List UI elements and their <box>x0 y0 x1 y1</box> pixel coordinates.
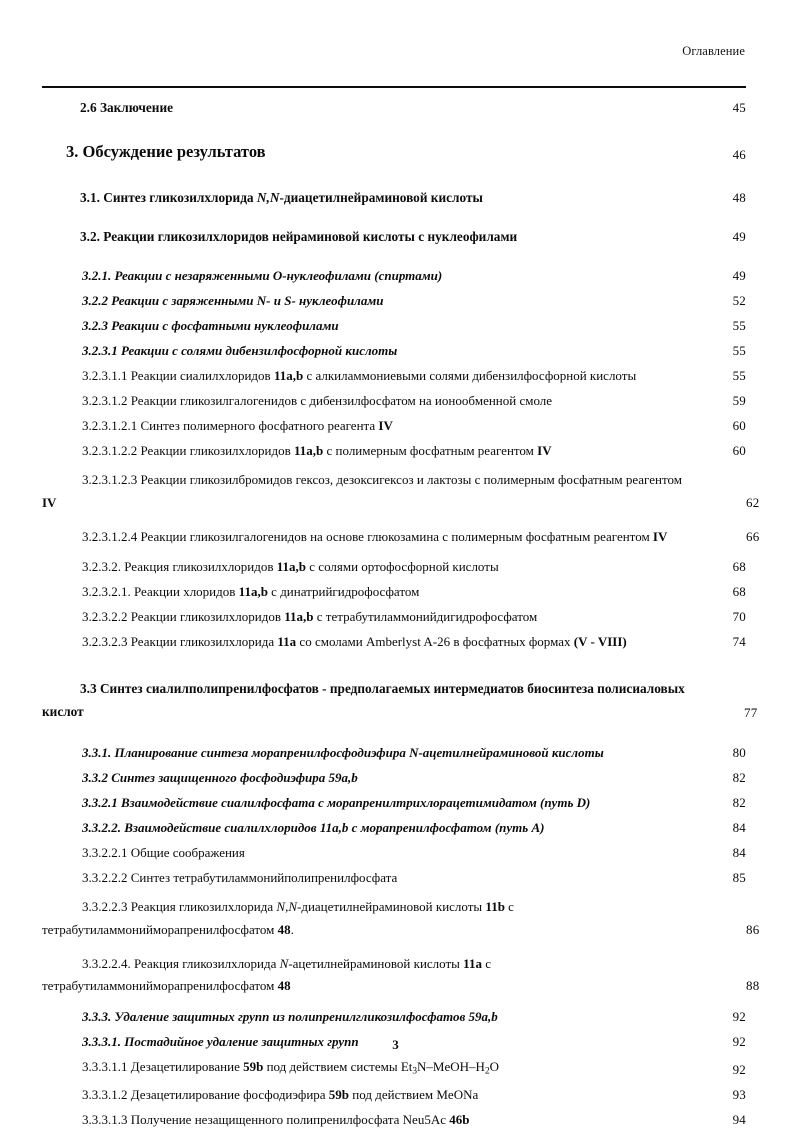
toc-entry-label <box>42 469 692 514</box>
toc-entry-3-3[interactable] <box>42 678 758 724</box>
toc-entry-page: 74 <box>732 634 746 650</box>
toc-text-a: 3.3.3.1.2 Дезацетилирование фосфодиэфира <box>82 1087 329 1103</box>
toc-entry-label: 3.3.1. Планирование синтеза морапренилфосфодиэфира N-ацетилнейраминовой кислоты <box>82 745 604 761</box>
toc-text-b: -ацетилнейраминовой кислоты <box>288 955 464 971</box>
toc-entry-label <box>82 610 692 623</box>
toc-text-a: 3.3.3.1.1 Дезацетилирование <box>82 1058 244 1074</box>
toc-text-c: N–MeOH–H <box>417 1058 485 1074</box>
toc-entry-3[interactable] <box>42 144 746 161</box>
toc-entry-label <box>42 526 692 548</box>
toc-text-a: 3.2.3.2.2 Реакции гликозилхлоридов <box>82 609 285 625</box>
toc-text-bold: 46b <box>449 1112 470 1128</box>
toc-entry-page: 52 <box>732 293 746 309</box>
header-rule <box>42 86 746 88</box>
toc-text-a: 3.2.3.2.3 Реакции гликозилхлорида <box>82 634 278 650</box>
toc-entry-page: 84 <box>732 845 746 861</box>
toc-entry-label: 3.3.3. Удаление защитных групп из полипренилгликозилфосфатов 59a,b <box>82 1008 498 1024</box>
toc-entry-label <box>82 1113 692 1126</box>
toc-entry-label: 3.3 Синтез сиалилполипренилфосфатов - предполагаемых интермедиатов биосинтеза полисиаловых кислот <box>42 681 685 720</box>
toc-entry-3-3-2-2-1[interactable] <box>42 846 746 859</box>
toc-entry-page: 60 <box>732 443 746 459</box>
toc-entry-label: 3.2.3.1 Реакции с солями дибензилфосфорной кислоты <box>82 343 398 359</box>
toc-text-a: 3.3.3.1.3 Получение незащищенного полипренилфосфата Neu5Ac <box>82 1112 450 1128</box>
toc-entry-page: 45 <box>732 100 746 116</box>
table-of-contents <box>42 100 760 1138</box>
toc-entry-page: 46 <box>732 146 746 162</box>
toc-entry-3-2-2[interactable] <box>42 294 746 307</box>
running-head: Оглавление <box>682 44 745 58</box>
toc-entry-label: 3.3.2.1 Взаимодействие сиалилфосфата с морапренилтрихлорацетимидатом (путь D) <box>82 795 591 811</box>
toc-entry-label: 3.2. Реакции гликозилхлоридов нейраминовой кислоты с нуклеофилами <box>80 229 518 245</box>
toc-text-a: 3.1. Синтез гликозилхлорида <box>80 189 257 205</box>
toc-text-bold2: 48 <box>277 921 291 937</box>
toc-entry-3-3-2-2[interactable] <box>42 821 746 834</box>
toc-text-a: 3.3.2.2.3 Реакция гликозилхлорида <box>82 899 277 915</box>
toc-text-b: под действием системы Et <box>263 1058 413 1074</box>
toc-text-b: с динатрийгидрофосфатом <box>267 584 420 600</box>
toc-entry-label: 3.3.2.2. Взаимодействие сиалилхлоридов 11a,b с морапренилфосфатом (путь A) <box>82 820 545 836</box>
toc-text-bold: IV <box>42 494 57 510</box>
toc-text-bold2: 48 <box>277 978 291 994</box>
toc-text-c: с тетрабутиламмонийморапренилфосфатом <box>42 955 491 994</box>
toc-text-a: 3.2.3.1.2.3 Реакции гликозилбромидов гексоз, дезоксигексоз и лактозы с полимерным фосфатным реагентом <box>82 472 682 488</box>
toc-entry-3-2-3-2-3[interactable] <box>42 635 746 648</box>
toc-text-bold: IV <box>652 529 668 545</box>
toc-entry-page: 77 <box>744 704 758 720</box>
toc-text-bold: 11a <box>277 634 297 650</box>
toc-text-bold: 11a,b <box>273 368 304 384</box>
toc-entry-3-2[interactable] <box>42 230 746 243</box>
toc-entry-label: 3.2.3.1.2 Реакции гликозилгалогенидов с дибензилфосфатом на ионообменной смоле <box>82 393 553 409</box>
toc-entry-label <box>82 1060 692 1077</box>
toc-entry-label: 3. Обсуждение результатов <box>66 142 266 162</box>
toc-text-b: с полимерным фосфатным реагентом <box>323 443 538 459</box>
toc-entry-3-2-3-1-2-4[interactable] <box>42 526 760 548</box>
toc-entry-label <box>42 953 692 998</box>
toc-text-bold2: (V - VIII) <box>573 634 627 650</box>
toc-text-a: 3.3.2.2.4. Реакция гликозилхлорида <box>82 955 280 971</box>
page-folio: 3 <box>392 1037 399 1052</box>
toc-entry-3-3-2-2-3[interactable] <box>42 896 760 941</box>
toc-entry-page: 55 <box>732 368 746 384</box>
toc-entry-3-2-3[interactable] <box>42 319 746 332</box>
toc-entry-label: 3.3.2.2.2 Синтез тетрабутиламмонийполипренилфосфата <box>82 870 398 886</box>
toc-entry-label: 3.3.3.1. Постадийное удаление защитных групп <box>82 1033 359 1049</box>
toc-entry-page: 68 <box>732 559 746 575</box>
toc-entry-3-3-1[interactable] <box>42 746 746 759</box>
toc-entry-page: 55 <box>732 343 746 359</box>
toc-entry-label: 3.2.2 Реакции с заряженными N- и S- нуклеофилами <box>82 293 384 309</box>
toc-entry-page: 86 <box>746 921 760 937</box>
toc-entry-3-2-3-2[interactable] <box>42 560 746 573</box>
toc-text-d: O <box>489 1058 499 1074</box>
toc-entry-3-3-2-1[interactable] <box>42 796 746 809</box>
toc-entry-label <box>82 419 692 432</box>
toc-text-bold: 11a,b <box>276 559 307 575</box>
toc-text-bold: 11a <box>463 955 482 971</box>
toc-entry-page: 84 <box>732 820 746 836</box>
toc-entry-page: 60 <box>732 418 746 434</box>
toc-entry-page: 94 <box>732 1112 746 1128</box>
toc-text-italic: N,N <box>276 899 297 915</box>
toc-entry-page: 70 <box>732 609 746 625</box>
toc-entry-page: 59 <box>732 393 746 409</box>
toc-text-c: с тетрабутиламмонийморапренилфосфатом <box>42 899 514 937</box>
toc-text-a: 3.2.3.1.2.2 Реакции гликозилхлоридов <box>82 443 294 459</box>
toc-entry-3-3-3-1-1[interactable] <box>42 1060 746 1077</box>
toc-entry-label: 2.6 Заключение <box>80 100 174 115</box>
toc-entry-page: 82 <box>732 770 746 786</box>
toc-text-b: с алкиламмониевыми солями дибензилфосфорной кислоты <box>303 368 637 384</box>
toc-entry-page: 93 <box>732 1087 746 1103</box>
toc-entry-3-2-3-1-2-2[interactable] <box>42 444 746 457</box>
toc-entry-label: 3.2.1. Реакции с незаряженными О-нуклеофилами (спиртами) <box>82 268 443 284</box>
toc-text-d: . <box>290 921 294 937</box>
toc-entry-page: 66 <box>746 529 760 545</box>
toc-entry-3-2-3-2-1[interactable] <box>42 585 746 598</box>
toc-entry-3-3-3-1-2[interactable] <box>42 1088 746 1101</box>
toc-entry-page: 85 <box>732 870 746 886</box>
toc-entry-3-2-3-1-2-3[interactable] <box>42 469 760 514</box>
toc-text-bold: 59b <box>243 1058 264 1074</box>
toc-text-a: 3.2.3.1.2.1 Синтез полимерного фосфатного реагента <box>82 418 379 434</box>
toc-text-bold2: IV <box>537 443 552 459</box>
toc-entry-label <box>42 896 692 941</box>
toc-entry-3-2-1[interactable] <box>42 269 746 282</box>
toc-entry-label: 3.3.2 Синтез защищенного фосфодиэфира 59a,b <box>82 770 358 786</box>
toc-text-a: 3.2.3.1.2.4 Реакции гликозилгалогенидов на основе глюкозамина с полимерным фосфатным реагентом <box>82 529 653 545</box>
toc-text-italic: N <box>279 955 289 971</box>
toc-text-bold: 59b <box>328 1087 350 1103</box>
toc-text-bold: 11a,b <box>238 584 268 600</box>
toc-text-a: 3.2.3.2. Реакция гликозилхлоридов <box>82 559 277 575</box>
toc-entry-page: 49 <box>732 229 746 245</box>
toc-entry-3-3-3[interactable] <box>42 1010 746 1023</box>
toc-entry-page: 82 <box>732 795 746 811</box>
toc-entry-3-2-3-1-2[interactable] <box>42 394 746 407</box>
toc-entry-3-2-3-1-1[interactable] <box>42 369 746 382</box>
toc-entry-label <box>80 191 692 204</box>
toc-text-a: 3.2.3.2.1. Реакции хлоридов <box>82 584 239 600</box>
toc-text-b: со смолами Amberlyst A-26 в фосфатных формах <box>296 634 574 650</box>
toc-entry-label: 3.2.3 Реакции с фосфатными нуклеофилами <box>82 318 339 334</box>
toc-text-b: -диацетилнейраминовой кислоты <box>279 189 483 205</box>
toc-text-bold: IV <box>378 418 393 434</box>
toc-text-bold: 11a,b <box>294 443 324 459</box>
toc-entry-page: 49 <box>732 268 746 284</box>
toc-text-italic: N,N <box>256 189 280 205</box>
toc-entry-page: 88 <box>746 978 760 994</box>
toc-entry-page: 62 <box>746 494 760 510</box>
toc-entry-label <box>82 1088 692 1101</box>
toc-entry-page: 92 <box>732 1008 746 1024</box>
toc-entry-3-1[interactable] <box>42 191 746 204</box>
toc-entry-page: 92 <box>732 1062 746 1078</box>
toc-entry-3-2-3-1-2-1[interactable] <box>42 419 746 432</box>
toc-entry-3-3-2[interactable] <box>42 771 746 784</box>
toc-subscript-1: 3 <box>412 1065 418 1076</box>
toc-subscript-2: 2 <box>484 1065 490 1076</box>
toc-entry-label <box>82 560 692 573</box>
toc-text-bold: 11b <box>485 899 505 915</box>
toc-entry-label <box>82 369 692 382</box>
toc-entry-page: 48 <box>732 190 746 206</box>
toc-entry-label: 3.3.2.2.1 Общие соображения <box>82 845 245 861</box>
toc-text-bold: 11a,b <box>284 609 314 625</box>
toc-entry-2-6[interactable] <box>42 101 746 114</box>
toc-entry-label <box>82 444 692 457</box>
toc-text-b: -диацетилнейраминовой кислоты <box>297 899 486 915</box>
toc-entry-3-2-3-2-2[interactable] <box>42 610 746 623</box>
toc-entry-page: 80 <box>732 745 746 761</box>
toc-entry-3-3-2-2-2[interactable] <box>42 871 746 884</box>
toc-entry-label <box>82 585 692 598</box>
toc-entry-page: 92 <box>732 1033 746 1049</box>
toc-text-b: с солями ортофосфорной кислоты <box>306 559 499 575</box>
toc-entry-3-2-3-1[interactable] <box>42 344 746 357</box>
toc-entry-3-3-3-1-3[interactable] <box>42 1113 746 1126</box>
toc-text-b: под действием MeONa <box>349 1087 479 1103</box>
toc-entry-page: 68 <box>732 584 746 600</box>
toc-entry-label <box>82 635 692 648</box>
toc-entry-3-3-2-2-4[interactable] <box>42 953 760 998</box>
toc-entry-page: 55 <box>732 318 746 334</box>
toc-text-a: 3.2.3.1.1 Реакции сиалилхлоридов <box>82 368 274 384</box>
toc-text-b: с тетрабутиламмонийдигидрофосфатом <box>313 609 538 625</box>
